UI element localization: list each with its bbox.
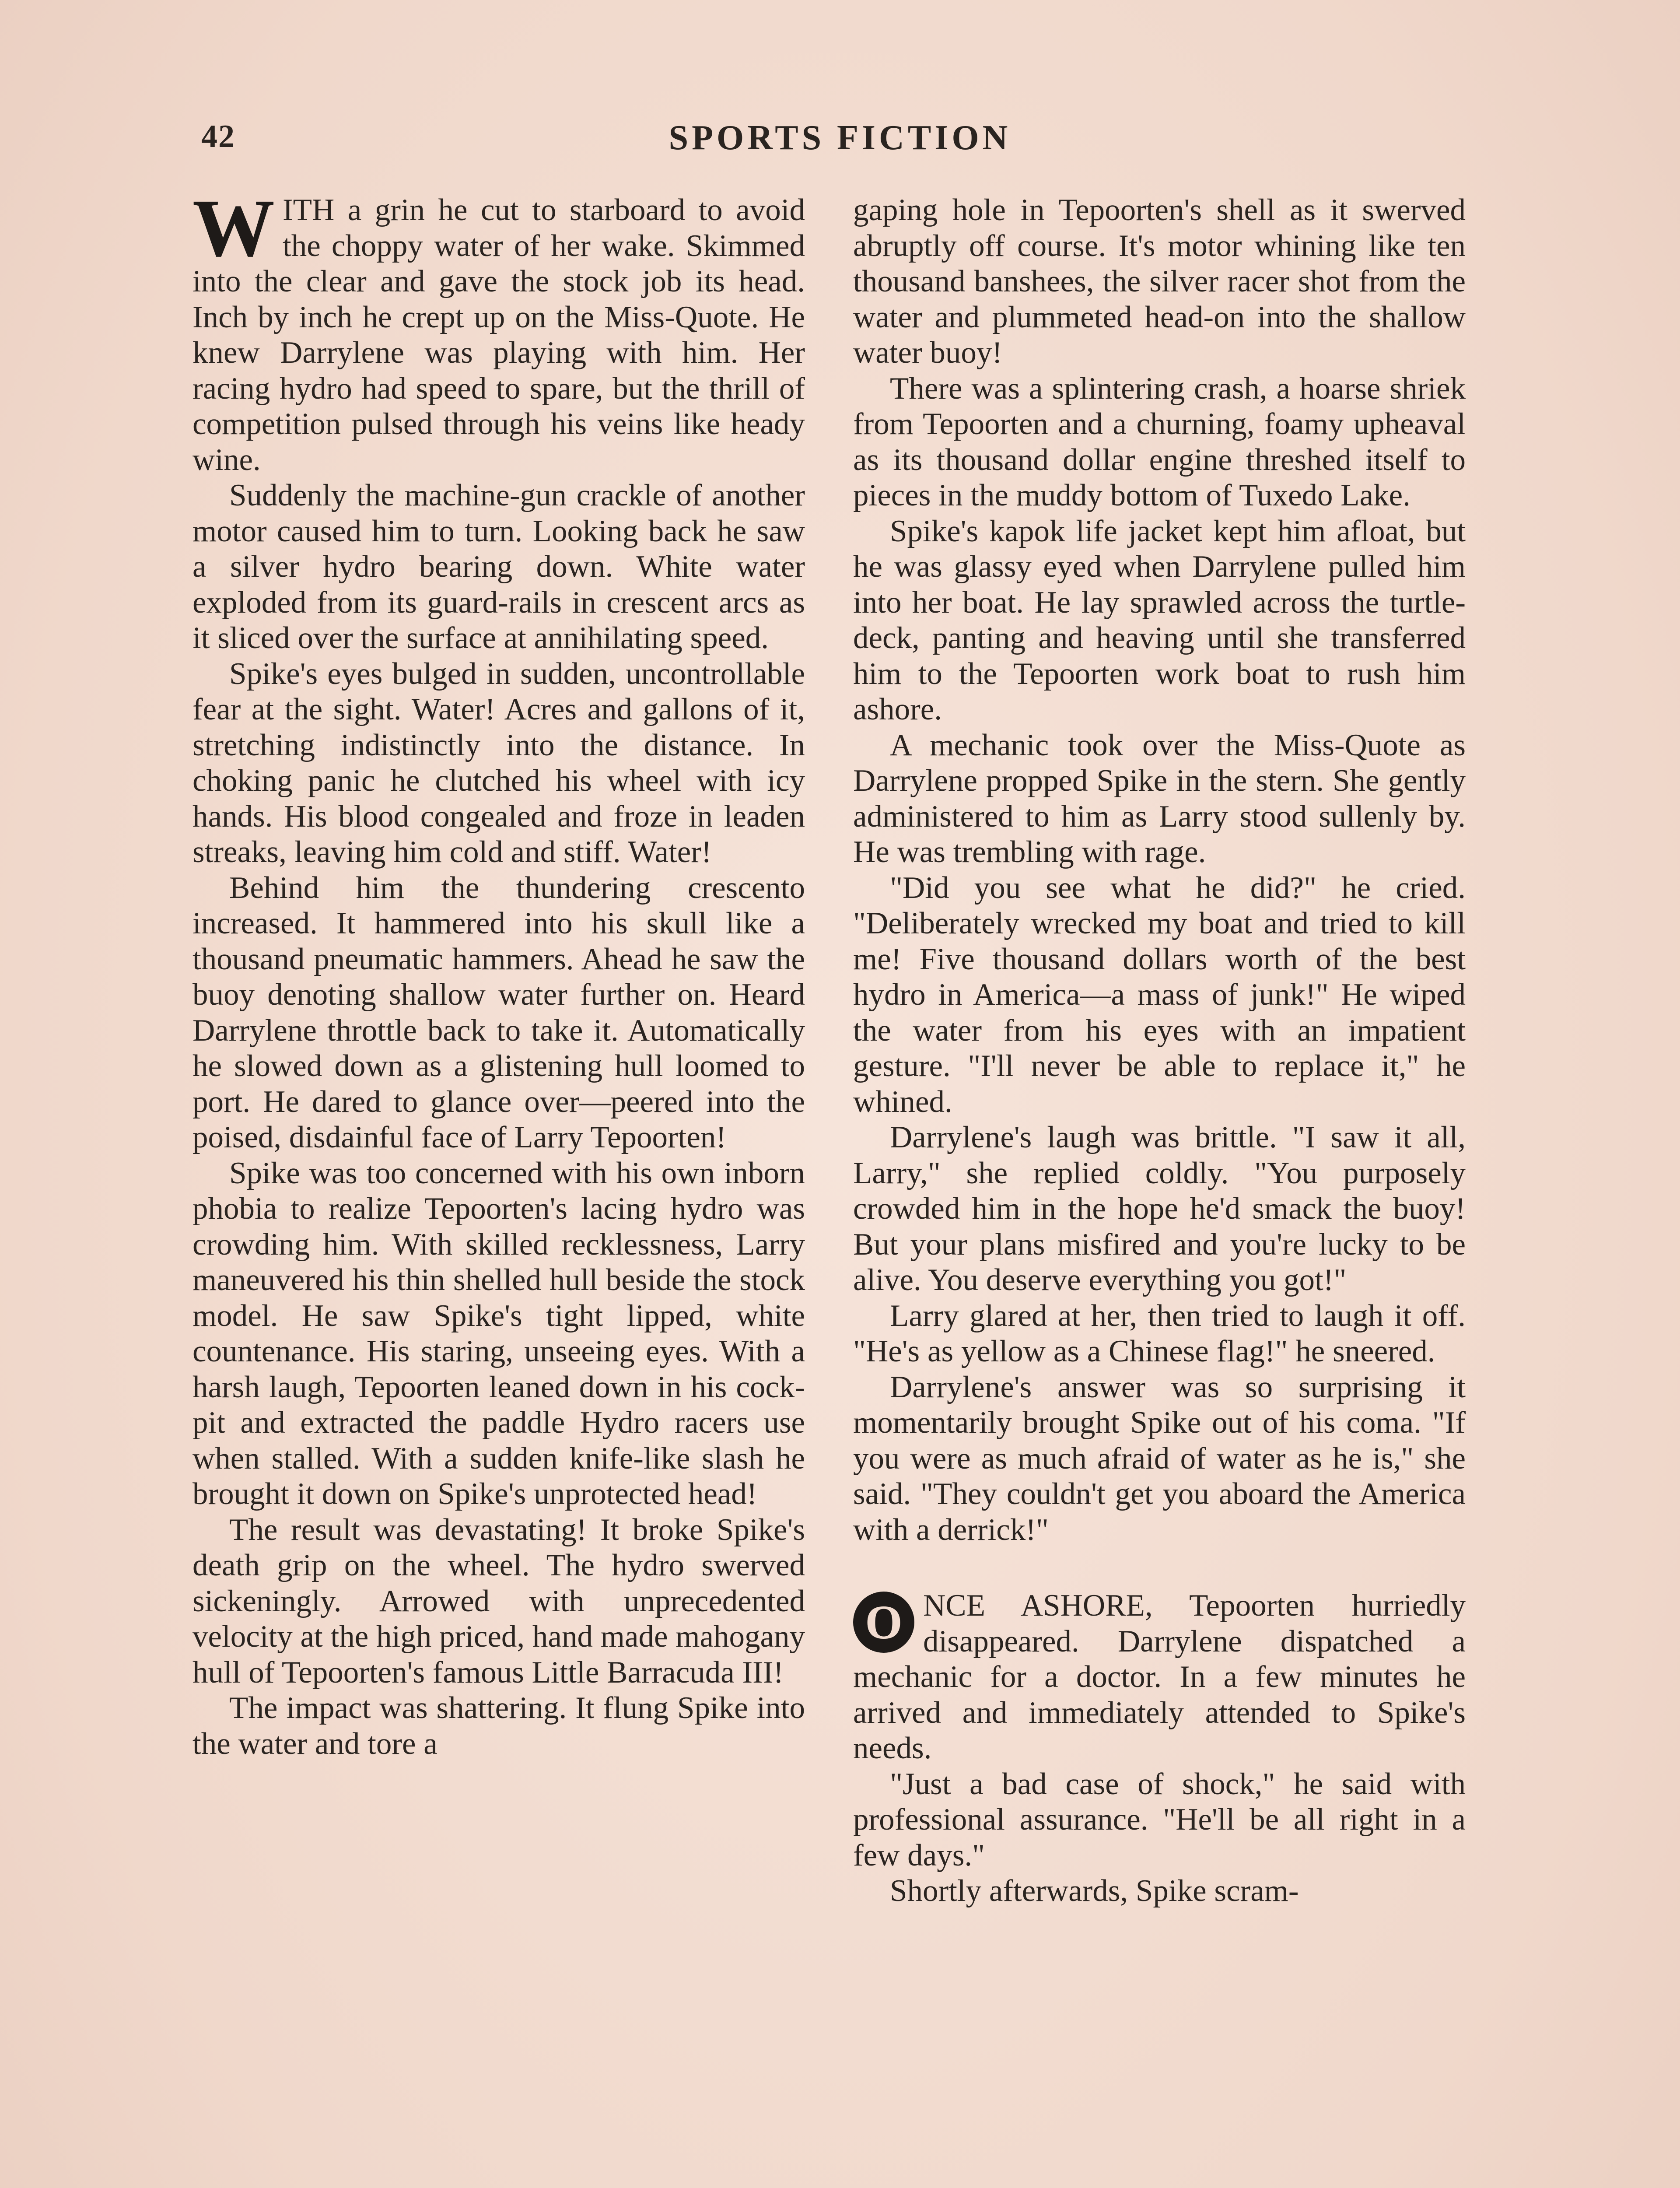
paragraph: "Just a bad case of shock," he said with professional assurance. "He'll be all right in a few days." [853,1767,1466,1872]
paragraph: Spike's kapok life jacket kept him afloat, but he was glassy eyed when Darrylene pulled him into her boat. He lay sprawled across the turtle-deck, panting and heaving until she transferred him to the Tepoorten work boat to rush him ashore. [853,514,1466,726]
paragraph: gaping hole in Tepoorten's shell as it swerved abruptly off course. It's motor whining like ten thousand banshees, the silver racer shot from the water and plummeted head-on into the shallow water buoy! [853,193,1466,370]
paragraph: Spike's eyes bulged in sudden, uncontrollable fear at the sight. Water! Acres and gallons of it, stretching indistinctly into the distance. In choking panic he clutched his wheel with icy hands. His blood congealed and froze in leaden streaks, leaving him cold and stiff. Water! [192,656,805,869]
paragraph: Shortly afterwards, Spike scram- [890,1874,1299,1908]
paragraph: Behind him the thundering crescento increased. It hammered into his skull like a thousand pneumatic hammers. Ahead he saw the buoy denoting shallow water further on. Heard Darrylene throttle back to take it. Automatically he slowed down as a glistening hull loomed to port. He dared to glance over—peered into the poised, disdainful face of Larry Tepoorten! [192,870,805,1154]
paragraph-text: NCE ASHORE, Tepoorten hurriedly disappeared. Darrylene dispatched a mechanic for a doctor. In a few minutes he arrived and immediately attended to Spike's needs. [853,1588,1466,1765]
paragraph: "Did you see what he did?" he cried. "Deliberately wrecked my boat and tried to kill me! Five thousand dollars worth of the best hydro in America—a mass of junk!" He wiped the water from his eyes with an impatient gesture. "I'll never be able to replace it," he whined. [853,870,1466,1119]
page-number: 42 [201,119,235,154]
paragraph: The impact was shattering. It flung Spike into the water and tore a [192,1691,805,1761]
paragraph: Larry glared at her, then tried to laugh it off. "He's as yellow as a Chinese flag!" he sneered. [853,1298,1466,1368]
paragraph: A mechanic took over the Miss-Quote as Darrylene propped Spike in the stern. She gently administered to him as Larry stood sullenly by. He was trembling with rage. [853,728,1466,869]
drop-cap-circle: O [853,1592,914,1653]
paragraph-text: ITH a grin he cut to starboard to avoid the choppy water of her wake. Skimmed into the clear and gave the stock job its head. Inch by inch he crept up on the Miss-Quote. He knew Darrylene was playing with him. Her racing hydro had speed to spare, but the thrill of competition pulsed through his veins like heady wine. [192,193,805,477]
paragraph: Darrylene's answer was so surprising it momentarily brought Spike out of his coma. "If you were as much afraid of water as he is," she said. "They couldn't get you aboard the America with a derrick!" [853,1370,1466,1547]
right-column [853,193,1466,1909]
paragraph: There was a splintering crash, a hoarse shriek from Tepoorten and a churning, foamy upheaval as its thousand dollar engine threshed itself to pieces in the muddy bottom of Tuxedo Lake. [853,371,1466,512]
paragraph: Spike was too concerned with his own inborn phobia to realize Tepoorten's lacing hydro was crowding him. With skilled recklessness, Larry maneuvered his thin shelled hull beside the stock model. He saw Spike's tight lipped, white countenance. His staring, unseeing eyes. With a harsh laugh, Tepoorten leaned down in his cock-pit and extracted the paddle Hydro racers use when stalled. With a sudden knife-like slash he brought it down on Spike's unprotected head! [192,1156,805,1511]
drop-cap: W [192,182,275,274]
left-column [192,182,805,1762]
running-head: SPORTS FICTION [668,119,1012,157]
paragraph: The result was devastating! It broke Spike's death grip on the wheel. The hydro swerved sickeningly. Arrowed with unprecedented velocity at the high priced, hand made mahogany hull of Tepoorten's famous Little Barracuda III! [192,1512,805,1690]
paragraph: Darrylene's laugh was brittle. "I saw it all, Larry," she replied coldly. "You purposely crowded him in the hope he'd smack the buoy! But your plans misfired and you're lucky to be alive. You deserve everything you got!" [853,1120,1466,1297]
paragraph [192,182,805,478]
section-start-paragraph [853,1588,1466,1767]
paragraph: Suddenly the machine-gun crackle of another motor caused him to turn. Looking back he saw a silver hydro bearing down. White water exploded from its guard-rails in crescent arcs as it sliced over the surface at annihilating speed. [192,478,805,655]
page-header [201,118,1479,166]
